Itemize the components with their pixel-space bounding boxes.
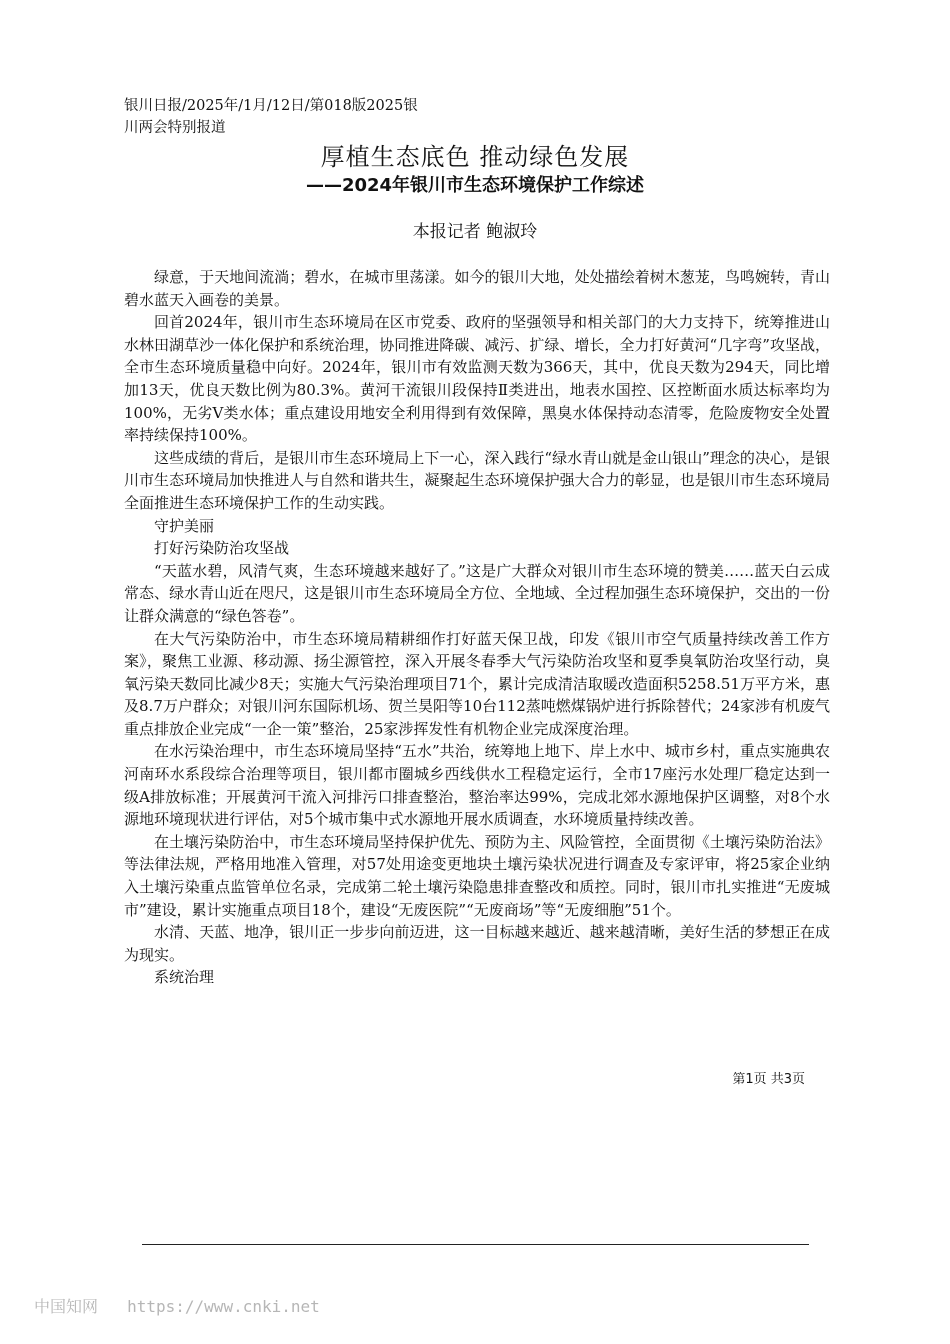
section-heading: 守护美丽 [154, 516, 215, 535]
paragraph: 回首2024年，银川市生态环境局在区市党委、政府的坚强领导和相关部门的大力支持下，统筹推进山水林田湖草沙一体化保护和系统治理，协同推进降碳、减污、扩绿、增长，全力打好黄河“几字弯”攻坚战，全市生态环境质量稳中向好。2024年，银川市有效监测天数为366天，其中，优良天数为294天，同比增加13天，优良天数比例为80.3%。黄河干流银川段保持Ⅱ类进出，地表水国控、区控断面水质达标率均为100%，无劣Ⅴ类水体；重点建设用地安全利用得到有效保障，黑臭水体保持动态清零，危险废物安全处置率持续保持100%。 [124, 313, 830, 445]
source-line: 银川日报/2025年/1月/12日/第018版2025银川两会特别报道 [124, 98, 418, 136]
paragraph: 在大气污染防治中，市生态环境局精耕细作打好蓝天保卫战，印发《银川市空气质量持续改善工作方案》，聚焦工业源、移动源、扬尘源管控，深入开展冬春季大气污染防治攻坚和夏季臭氧防治攻坚行动，臭氧污染天数同比减少8天；实施大气污染治理项目71个，累计完成清洁取暖改造面积5258.51万平方米，惠及8.7万户群众；对银川河东国际机场、贺兰昊阳等10台112蒸吨燃煤锅炉进行拆除替代；24家涉有机废气重点排放企业完成“一企一策”整治，25家涉挥发性有机物企业完成深度治理。 [124, 629, 830, 738]
section-heading: 系统治理 [154, 968, 215, 987]
paragraph: 绿意，于天地间流淌；碧水，在城市里荡漾。如今的银川大地，处处描绘着树木葱茏，鸟鸣婉转，青山碧水蓝天入画卷的美景。 [124, 268, 830, 309]
paragraph: 水清、天蓝、地净，银川正一步步向前迈进，这一目标越来越近、越来越清晰，美好生活的梦想正在成为现实。 [124, 923, 830, 964]
article-author: 本报记者 鲍淑玲 [412, 222, 538, 242]
paragraph: 在土壤污染防治中，市生态环境局坚持保护优先、预防为主、风险管控，全面贯彻《土壤污染防治法》等法律法规，严格用地准入管理，对57处用途变更地块土壤污染状况进行调查及专家评审，将25家企业纳入土壤污染重点监管单位名录，完成第二轮土壤污染隐患排查整改和质控。同时，银川市扎实推进“无废城市”建设，累计实施重点项目18个，建设“无废医院”“无废商场”等“无废细胞”51个。 [124, 832, 830, 919]
paragraph: “天蓝水碧，风清气爽，生态环境越来越好了。”这是广大群众对银川市生态环境的赞美……蓝天白云成常态、绿水青山近在咫尺，这是银川市生态环境局全方位、全地域、全过程加强生态环境保护，交出的一份让群众满意的“绿色答卷”。 [124, 561, 830, 625]
paragraph: 在水污染治理中，市生态环境局坚持“五水”共治，统筹地上地下、岸上水中、城市乡村，重点实施典农河南环水系段综合治理等项目，银川都市圈城乡西线供水工程稳定运行，全市17座污水处理厂稳定达到一级A排放标准；开展黄河干流入河排污口排查整治，整治率达99%，完成北郊水源地保护区调整，对8个水源地环境现状进行评估，对5个城市集中式水源地开展水质调查，水环境质量持续改善。 [124, 742, 830, 829]
section-heading: 打好污染防治攻坚战 [154, 539, 290, 558]
page-number: 第1页 共3页 [732, 1072, 805, 1087]
watermark-url: https://www.cnki.net [127, 1297, 320, 1316]
article-body [124, 266, 830, 989]
footer-divider [142, 1244, 809, 1245]
watermark [34, 1294, 320, 1317]
paragraph: 这些成绩的背后，是银川市生态环境局上下一心，深入践行“绿水青山就是金山银山”理念的决心，是银川市生态环境局加快推进人与自然和谐共生，凝聚起生态环境保护强大合力的彰显，也是银川市生态环境局全面推进生态环境保护工作的生动实践。 [124, 448, 830, 512]
article-subtitle: ——2024年银川市生态环境保护工作综述 [305, 175, 645, 196]
watermark-brand: 中国知网 [34, 1297, 99, 1316]
article-title: 厚植生态底色 推动绿色发展 [320, 143, 630, 171]
